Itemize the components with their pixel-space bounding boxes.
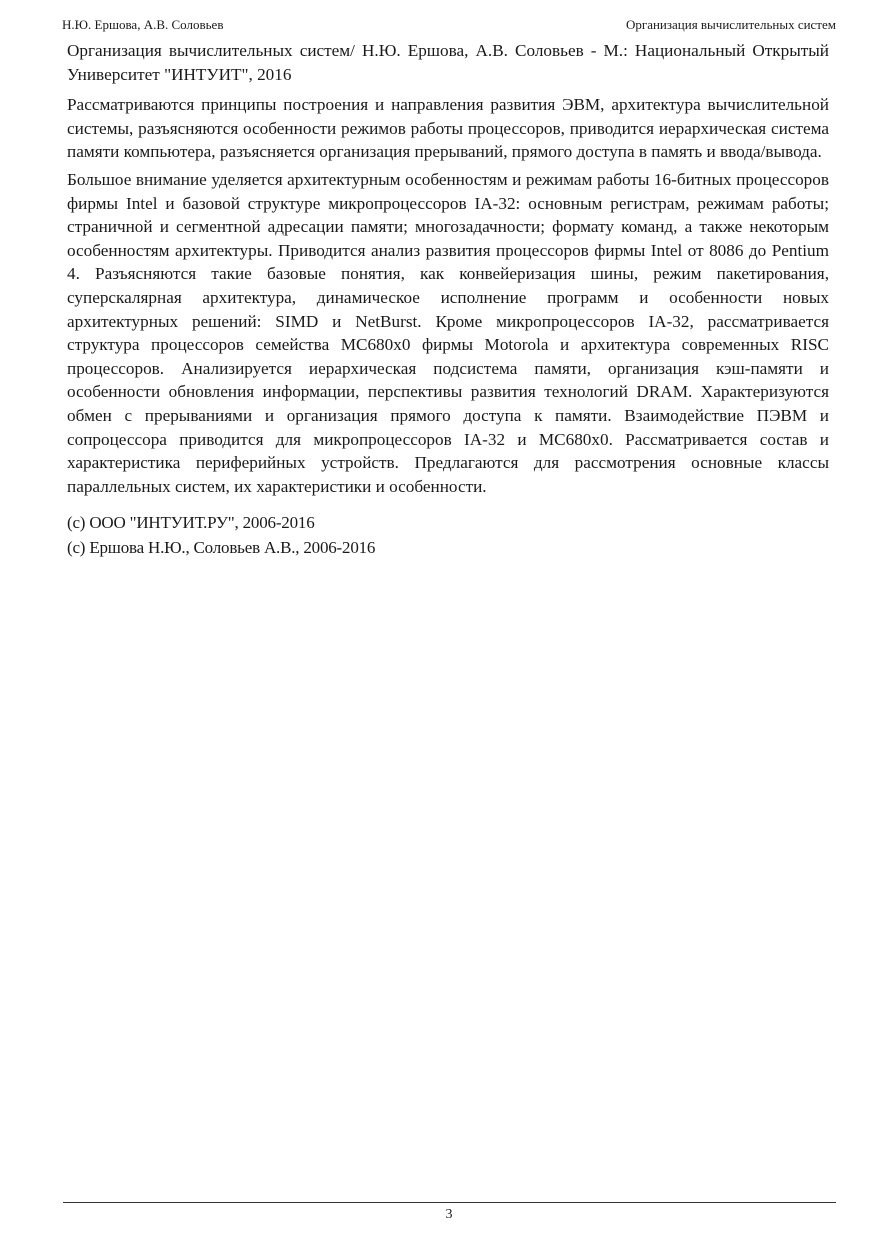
copyright-line: (c) Ершова Н.Ю., Соловьев А.В., 2006-2016 [67, 537, 376, 557]
bibliographic-citation: Организация вычислительных систем/ Н.Ю. Ершова, А.В. Соловьев - М.: Национальный Открытый Университет "ИНТУИТ", 2016 [67, 41, 829, 84]
page-content [67, 39, 829, 560]
footer-divider [63, 1202, 836, 1203]
copyright-line: (c) ООО "ИНТУИТ.РУ", 2006-2016 [67, 513, 315, 533]
abstract-paragraph: Рассматриваются принципы построения и направления развития ЭВМ, архитектура вычислительной системы, разъясняются особенности режимов работы процессоров, приводится иерархическая система памяти компьютера, разъясняется организация прерываний, прямого доступа в память и ввода/вывода. [67, 95, 829, 162]
page-header [62, 16, 836, 34]
header-authors: Н.Ю. Ершова, А.В. Соловьев [62, 17, 224, 32]
page-number: 3 [445, 1207, 453, 1222]
header-title: Организация вычислительных систем [625, 17, 836, 32]
abstract-paragraph: Большое внимание уделяется архитектурным особенностям и режимам работы 16-битных процессоров фирмы Intel и базовой структуре микропроцессоров IA-32: основным регистрам, режимам работы; страничной и сегментной адресации памяти; многозадачности; формату команд, а также некоторым особенностям архитектуры. Приводится анализ развития процессоров фирмы Intel от 8086 до Pentium 4. Разъясняются такие базовые понятия, как конвейеризация шины, режим пакетирования, суперскалярная архитектура, динамическое исполнение программ и особенности новых архитектурных решений: SIMD и NetBurst. Кроме микропроцессоров IA-32, рассматривается структура процессоров семейства MC680x0 фирмы Motorola и архитектура современных RISC процессоров. Анализируется иерархическая подсистема памяти, организация кэш-памяти и особенности обновления информации, перспективы развития технологий DRAM. Характеризуются обмен с прерываниями и организация прямого доступа к памяти. Взаимодействие ПЭВМ и сопроцессора приводится для микропроцессоров IA-32 и MC680x0. Рассматривается состав и характеристика периферийных устройств. Предлагаются для рассмотрения основные классы параллельных систем, их характеристики и особенности. [67, 169, 829, 496]
